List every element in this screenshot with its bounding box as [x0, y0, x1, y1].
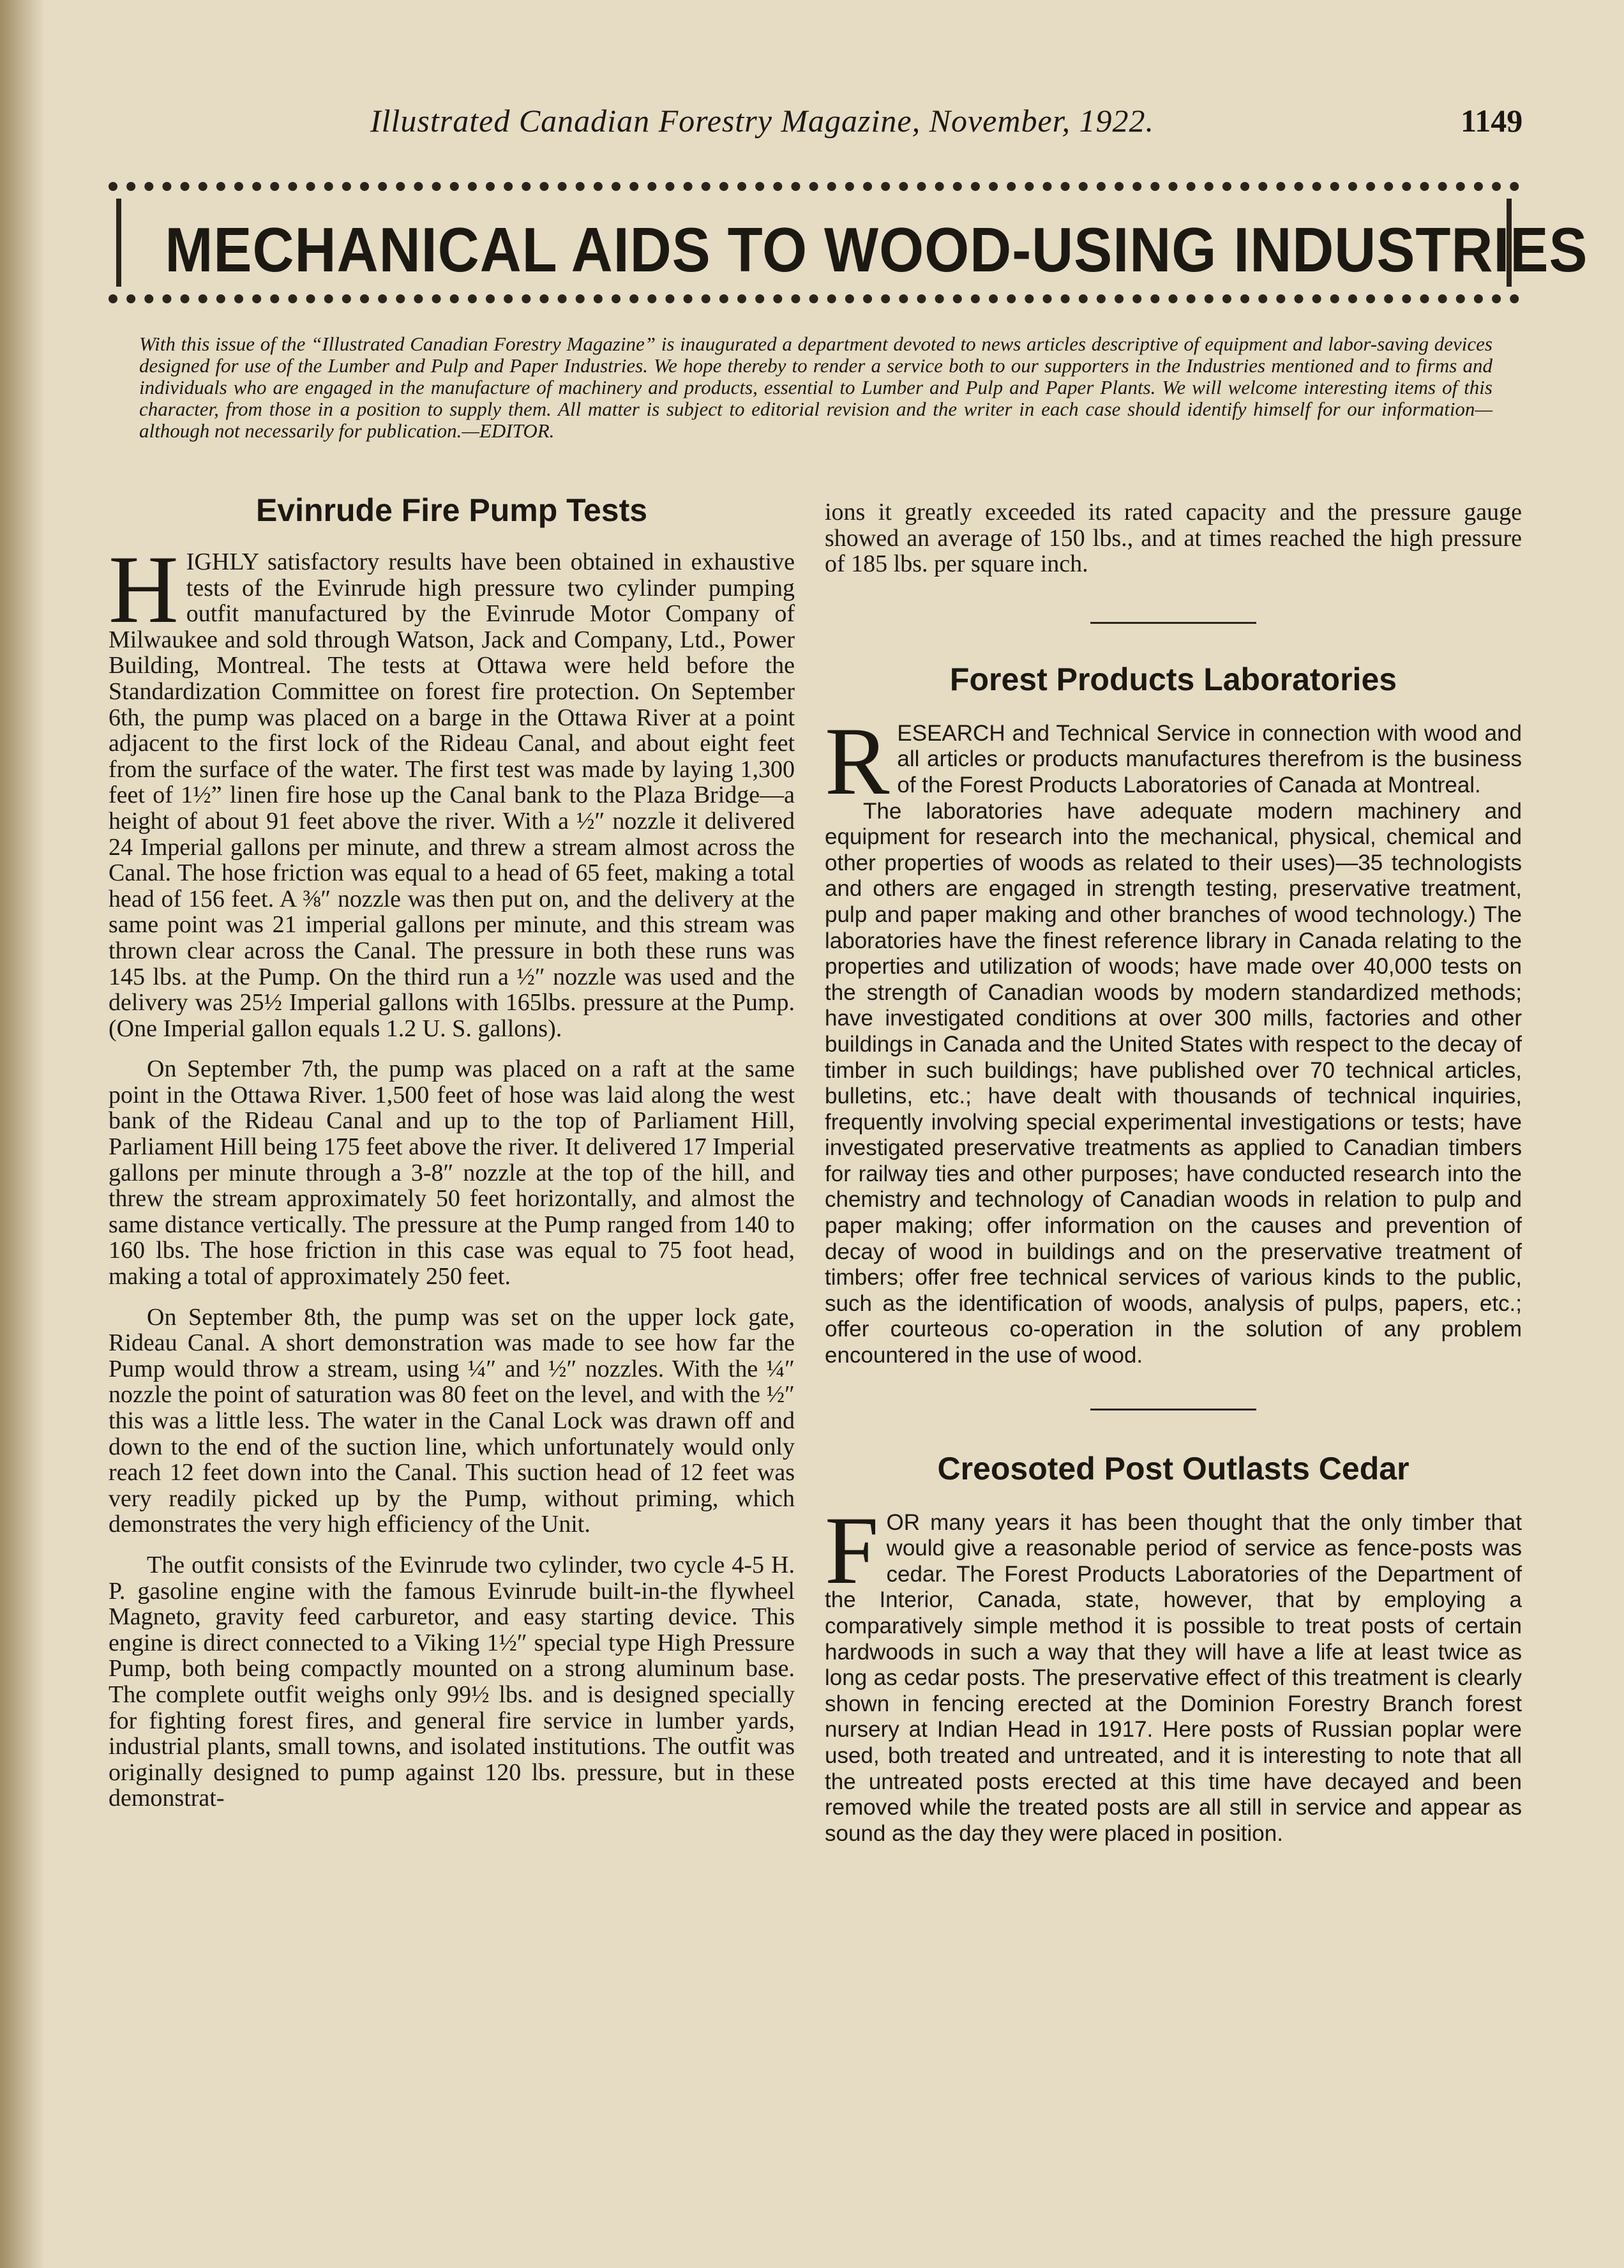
section-divider [1090, 622, 1256, 624]
article-paragraph [825, 707, 1522, 815]
page-title: MECHANICAL AIDS TO WOOD-USING INDUSTRIES [165, 215, 1588, 285]
article-continuation: ions it greatly exceeded its rated capacity and the pressure gauge showed an average of 150 lbs., and at times reached the high pressure of 185 lbs. per square inch. [825, 499, 1522, 578]
editor-intro [139, 333, 1492, 442]
section-divider [1090, 1409, 1256, 1410]
article-paragraph: The laboratories have adequate modern machinery and equipment for research into the mechanical, physical, chemical and other properties of woods as related to their uses)—35 technologists and others are engaged in strength testing, preservative treatment, pulp and paper making and other branches of wood technology.) The laboratories have the finest reference library in Canada relating to the properties and utilization of woods; have made over 40,000 tests on the strength of Canadian woods by modern standardized methods; have investigated conditions at over 300 mills, factories and other buildings in Canada and the United States with respect to the decay of timber in such buildings; have published over 70 technical articles, bulletins, etc.; have dealt with thousands of technical inquiries, frequently involving special experimental investigations or tests; have investigated preservative treatments as applied to Canadian timbers for railway ties and other purposes; have conducted research into the chemistry and technology of Canadian woods in relation to pulp and paper making; offer information on the causes and prevention of decay of wood in buildings and on the preservative treatment of timbers; offer free technical services of various kinds to the public, such as the identification of woods, analysis of pulps, papers, etc.; offer courteous co-operation in the solution of any problem encountered in the use of wood. [825, 798, 1522, 1368]
creosoted-body [825, 1496, 1522, 1847]
article-paragraph: On September 7th, the pump was placed on a raft at the same point in the Ottawa River. 1,500 feet of hose was laid along the west bank of the Rideau Canal and up to the top of Parliament Hill, Parliament Hill being 175 feet above the river. It delivered 17 Imperial gallons per minute through a 3-8″ nozzle at the top of the hill, and threw the stream approximately 50 feet horizontally, and almost the same distance vertically. The pressure at the Pump ranged from 140 to 160 lbs. The hose friction in this case was equal to 75 foot head, making a total of approximately 250 feet. [109, 1055, 795, 1290]
article-paragraph: The outfit consists of the Evinrude two cylinder, two cycle 4-5 H. P. gasoline engine with the famous Evinrude built-in-the flywheel Magneto, gravity feed carburetor, and easy starting device. This engine is direct connected to a Viking 1½″ special type High Pressure Pump, both being compactly mounted on a strong aluminum base. The complete outfit weighs only 99½ lbs. and is designed specially for fighting forest fires, and general fire service in lumber yards, industrial plants, small towns, and isolated institutions. The outfit was originally designed to pump against 120 lbs. pressure, but in these demonstrat- [109, 1551, 795, 1812]
article-paragraph [109, 536, 795, 1042]
article-heading-laboratories: Forest Products Laboratories [949, 661, 1397, 697]
drop-cap: H [109, 536, 179, 643]
article-paragraph [825, 1496, 1522, 1847]
laboratories-body [825, 707, 1522, 1369]
article-paragraph: On September 8th, the pump was set on the upper lock gate, Rideau Canal. A short demonstration was made to see how far the Pump would throw a stream, using ¼″ and ½″ nozzles. With the ¼″ nozzle the point of saturation was 80 feet on the level, and with the ½″ this was a little less. The water in the Canal Lock was drawn off and down to the end of the suction line, which unfortunately would only reach 12 feet down into the Canal. This suction head of 12 feet was very readily picked up by the Pump, without priming, which demonstrates the very high efficiency of the Unit. [109, 1303, 795, 1538]
paragraph-text: IGHLY satisfactory results have been obtained in exhaustive tests of the Evinrude high pressure two cylinder pumping outfit manufactured by the Evinrude Motor Company of Milwaukee and sold through Watson, Jack and Company, Ltd., Power Building, Montreal. The tests at Ottawa were held before the Standardization Committee on forest fire protection. On September 6th, the pump was placed on a barge in the Ottawa River at a point adjacent to the first lock of the Rideau Canal, and about eight feet from the surface of the water. The first test was made by laying 1,300 feet of 1½” linen fire hose up the Canal bank to the Plaza Bridge—a height of about 91 feet above the river. With a ½″ nozzle it delivered 24 Imperial gallons per minute, and threw a stream almost across the Canal. The hose friction was equal to a head of 65 feet, making a total head of 156 feet. A ⅜″ nozzle was then put on, and the delivery at the same point was 21 imperial gallons per minute, and this stream was thrown clear across the Canal. The pressure in both these runs was 145 lbs. at the Pump. On the third run a ½″ nozzle was used and the delivery was 25½ Imperial gallons with 165lbs. pressure at the Pump. (One Imperial gallon equals 1.2 U. S. gallons). [109, 548, 795, 1042]
article-heading-evinrude: Evinrude Fire Pump Tests [255, 492, 648, 528]
page-number: 1149 [1461, 103, 1523, 139]
drop-cap: F [825, 1496, 879, 1604]
page-spine-shadow [0, 0, 45, 2268]
editor-intro-text: With this issue of the “Illustrated Canadian Forestry Magazine” is inaugurated a department devoted to news articles descriptive of equipment and labor-saving devices designed for use of the Lumber and Pulp and Paper Industries. We hope thereby to render a service both to our supporters in the Industries mentioned and to firms and individuals who are engaged in the manufacture of machinery and products, essential to Lumber and Pulp and Paper Plants. We will welcome interesting items of this character, from those in a position to supply them. All matter is subject to editorial revision and the writer in each case should identify himself for our information—although not necessarily for publication.—EDITOR. [139, 333, 1492, 442]
left-column [109, 492, 795, 1811]
title-box [109, 182, 1588, 303]
right-column [825, 499, 1522, 1847]
article-heading-creosoted: Creosoted Post Outlasts Cedar [937, 1450, 1410, 1486]
drop-cap: R [825, 707, 890, 815]
paragraph-text: ESEARCH and Technical Service in connection with wood and all articles or products manufactures therefrom is the business of the Forest Products Laboratories of Canada at Montreal. [897, 720, 1522, 798]
running-head: Illustrated Canadian Forestry Magazine, November, 1922. [370, 103, 1155, 139]
paragraph-text: OR many years it has been thought that the only timber that would give a reasonable period of service as fence-posts was cedar. The Forest Products Laboratories of the Department of the Interior, Canada, state, however, that by employing a comparatively simple method it is possible to treat posts of certain hardwoods in such a way that they will have a life at least twice as long as cedar posts. The preservative effect of this treatment is clearly shown in fencing erected at the Dominion Forestry Branch forest nursery at Indian Head in 1917. Here posts of Russian poplar were used, both treated and untreated, and it is interesting to note that all the untreated posts erected at this time have decayed and been removed while the treated posts are all still in service and appear as sound as the day they were placed in position. [825, 1509, 1522, 1846]
